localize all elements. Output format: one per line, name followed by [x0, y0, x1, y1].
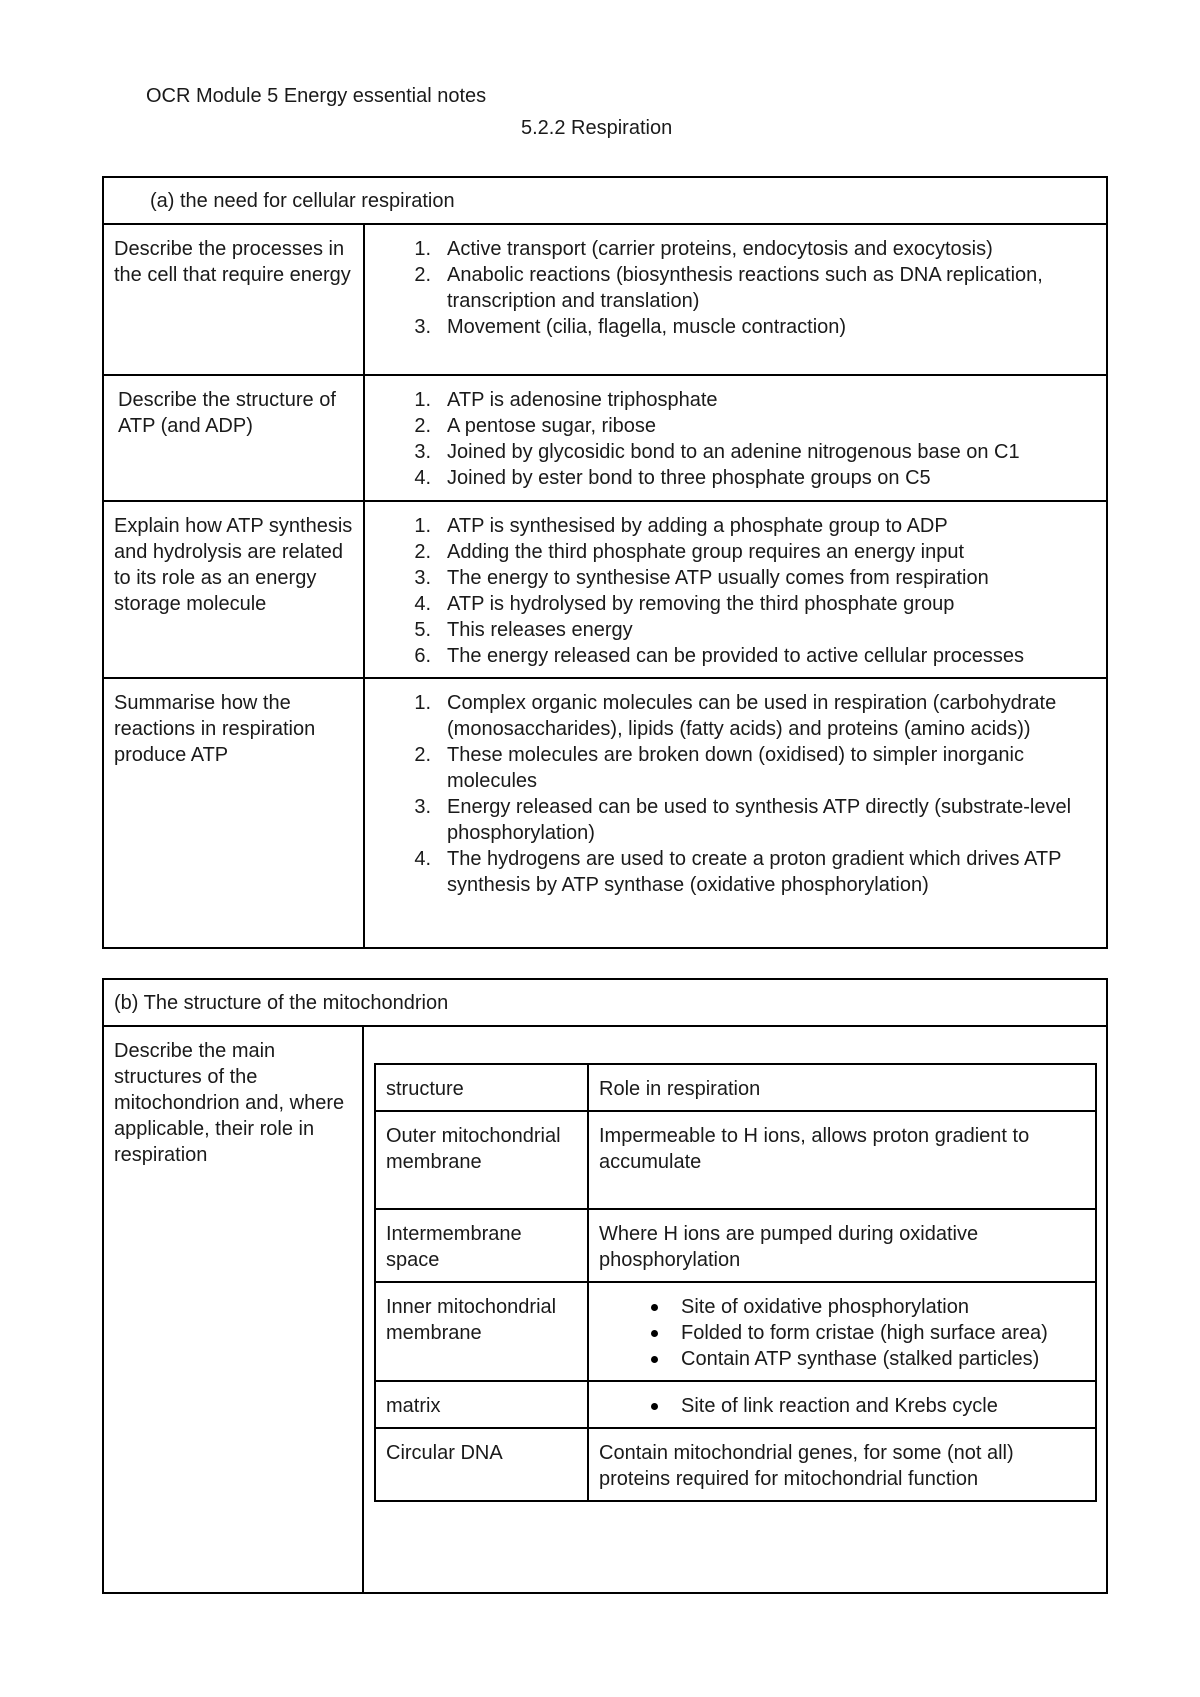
question-cell: Describe the main structures of the mitochondrion and, where applicable, their role in respiration — [103, 1026, 363, 1593]
structure-cell: Inner mitochondrial membrane — [375, 1282, 588, 1381]
list-item: Energy released can be used to synthesis ATP directly (substrate-level phosphorylation) — [447, 796, 1072, 844]
answer-cell — [364, 678, 1107, 948]
numbered-list — [375, 236, 1096, 340]
list-item: Complex organic molecules can be used in respiration (carbohydrate (monosaccharides), lipids (fatty acids) and proteins (amino acids)) — [447, 692, 1057, 740]
question-cell: Describe the processes in the cell that require energy — [103, 224, 364, 375]
table-row — [103, 375, 1107, 501]
answer-cell — [363, 1026, 1107, 1593]
structure-cell: Outer mitochondrial membrane — [375, 1111, 588, 1209]
bullet-list — [599, 1393, 1087, 1419]
structure-cell: Intermembrane space — [375, 1209, 588, 1282]
table-row — [375, 1209, 1096, 1282]
list-item: A pentose sugar, ribose — [447, 415, 657, 437]
bullet-list — [599, 1294, 1087, 1372]
answer-cell — [364, 501, 1107, 678]
numbered-list — [375, 690, 1096, 898]
question-cell: Describe the structure of ATP (and ADP) — [103, 375, 364, 501]
list-item: Active transport (carrier proteins, endocytosis and exocytosis) — [447, 238, 993, 260]
section-b-table — [102, 978, 1108, 1594]
table-row — [103, 1026, 1107, 1593]
section-b-heading: (b) The structure of the mitochondrion — [103, 979, 1107, 1026]
table-row — [375, 1428, 1096, 1501]
question-cell: Explain how ATP synthesis and hydrolysis are related to its role as an energy storage molecule — [103, 501, 364, 678]
list-item: This releases energy — [447, 619, 633, 641]
section-a-heading: (a) the need for cellular respiration — [103, 177, 1107, 224]
role-cell: Contain mitochondrial genes, for some (not all) proteins required for mitochondrial function — [588, 1428, 1096, 1501]
list-item: Anabolic reactions (biosynthesis reactions such as DNA replication, transcription and translation) — [447, 264, 1043, 312]
table-row — [103, 224, 1107, 375]
numbered-list — [375, 387, 1096, 491]
list-item: Contain ATP synthase (stalked particles) — [681, 1346, 1087, 1372]
table-row — [103, 501, 1107, 678]
list-item: ATP is hydrolysed by removing the third phosphate group — [447, 593, 955, 615]
list-item: Site of link reaction and Krebs cycle — [681, 1393, 1087, 1419]
list-item: Movement (cilia, flagella, muscle contraction) — [447, 316, 847, 338]
list-item: Folded to form cristae (high surface area) — [681, 1320, 1087, 1346]
list-item: ATP is adenosine triphosphate — [447, 389, 718, 411]
mitochondrion-table — [374, 1063, 1097, 1502]
numbered-list — [375, 513, 1096, 669]
list-item: Joined by glycosidic bond to an adenine nitrogenous base on C1 — [447, 441, 1020, 463]
list-item: Joined by ester bond to three phosphate groups on C5 — [447, 467, 931, 489]
list-item: ATP is synthesised by adding a phosphate group to ADP — [447, 515, 948, 537]
structure-cell: Circular DNA — [375, 1428, 588, 1501]
document-title: OCR Module 5 Energy essential notes — [146, 85, 487, 107]
role-cell: Impermeable to H ions, allows proton gradient to accumulate — [588, 1111, 1096, 1209]
table-row — [375, 1111, 1096, 1209]
table-header-row — [375, 1064, 1096, 1111]
role-cell: Where H ions are pumped during oxidative phosphorylation — [588, 1209, 1096, 1282]
list-item: These molecules are broken down (oxidised) to simpler inorganic molecules — [447, 744, 1024, 792]
structure-cell: matrix — [375, 1381, 588, 1428]
role-cell — [588, 1381, 1096, 1428]
list-item: The energy released can be provided to active cellular processes — [447, 645, 1024, 667]
list-item: Adding the third phosphate group requires an energy input — [447, 541, 965, 563]
list-item: Site of oxidative phosphorylation — [681, 1294, 1087, 1320]
table-row — [103, 678, 1107, 948]
section-a-table — [102, 176, 1108, 949]
column-header: Role in respiration — [588, 1064, 1096, 1111]
document-subtitle: 5.2.2 Respiration — [521, 117, 673, 139]
table-row — [375, 1381, 1096, 1428]
answer-cell — [364, 375, 1107, 501]
role-cell — [588, 1282, 1096, 1381]
column-header: structure — [375, 1064, 588, 1111]
list-item: The energy to synthesise ATP usually comes from respiration — [447, 567, 989, 589]
answer-cell — [364, 224, 1107, 375]
table-row — [375, 1282, 1096, 1381]
list-item: The hydrogens are used to create a proton gradient which drives ATP synthesis by ATP synthase (oxidative phosphorylation) — [447, 848, 1062, 896]
question-cell: Summarise how the reactions in respiration produce ATP — [103, 678, 364, 948]
